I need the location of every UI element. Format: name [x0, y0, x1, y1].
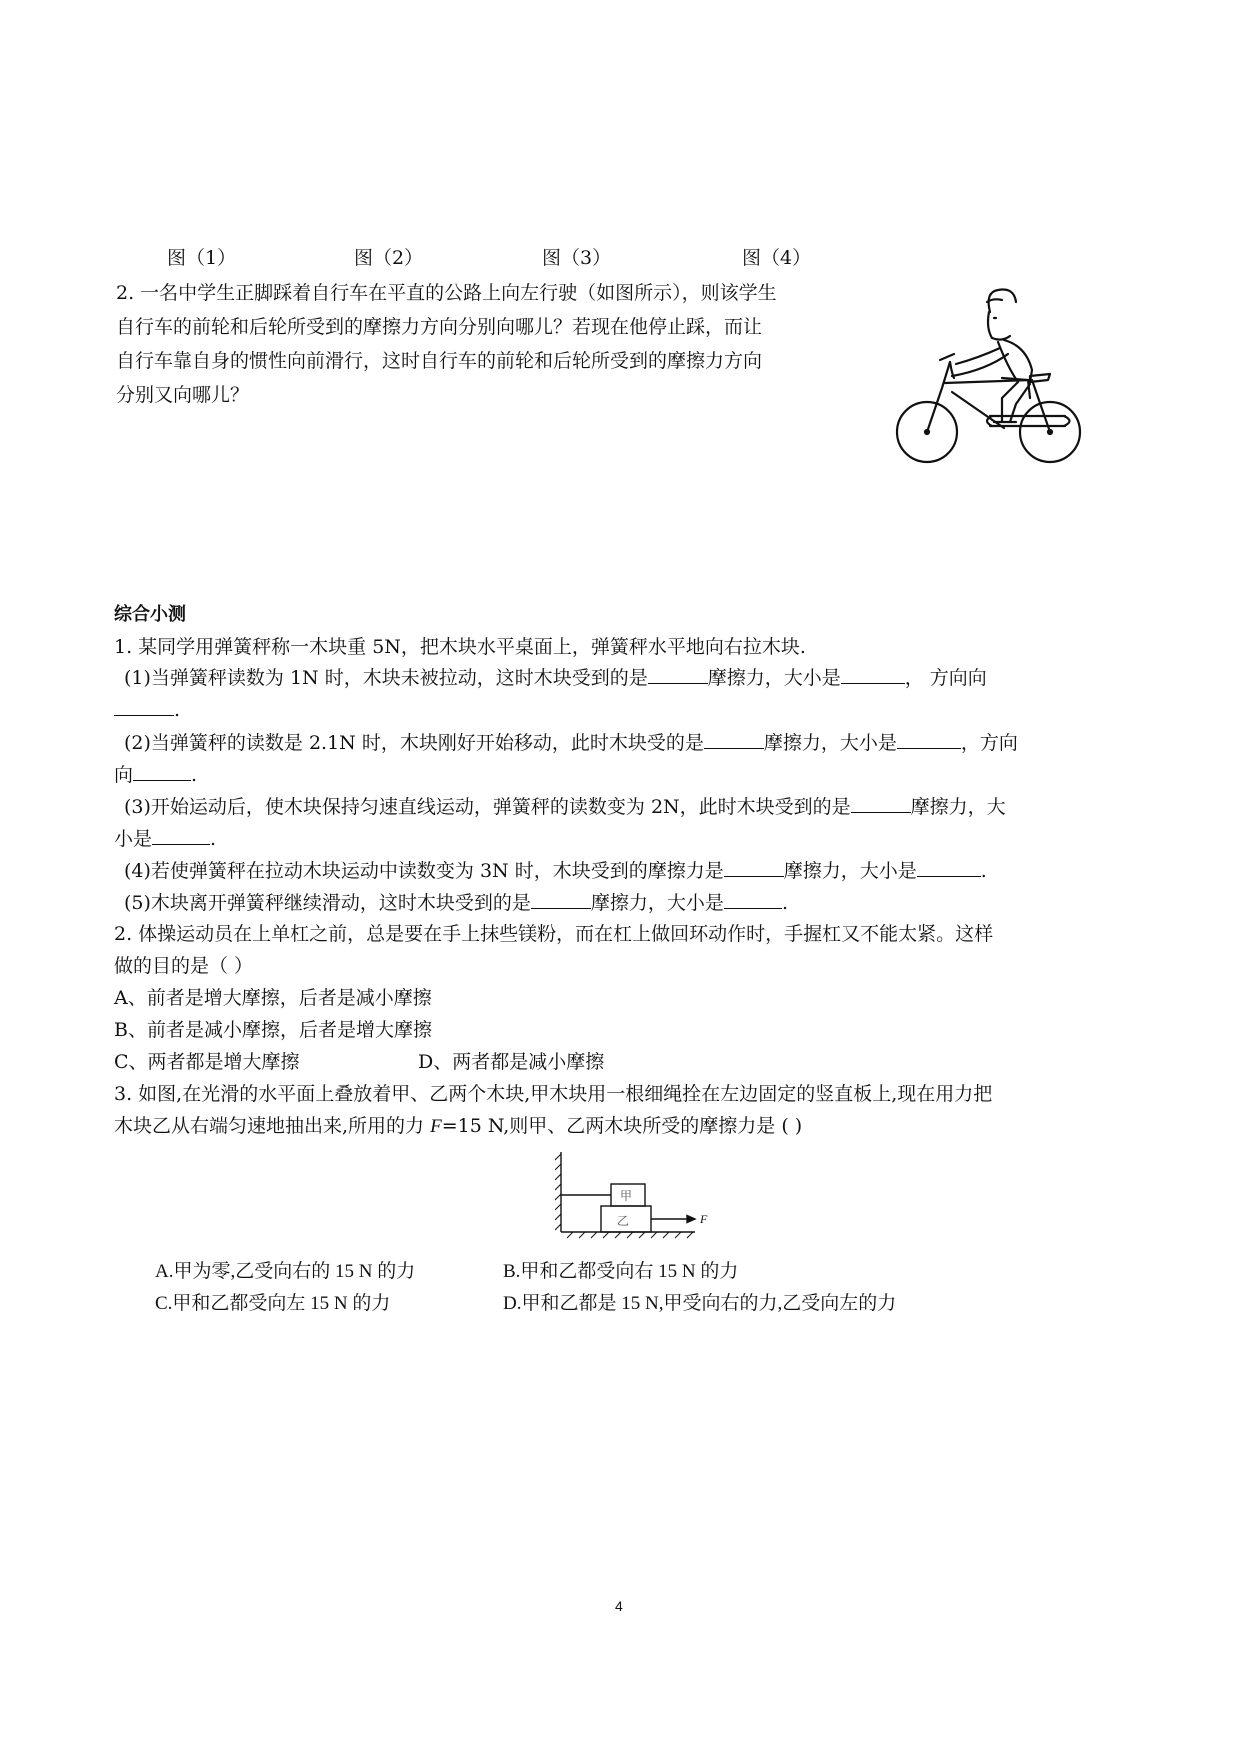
answer-blank[interactable]: [917, 859, 981, 877]
q1-part3-cont: 小是 .: [114, 828, 217, 850]
q1-part3: (3)开始运动后，使木块保持匀速直线运动，弹簧秤的读数变为 2N，此时木块受到的是 摩擦力，大: [124, 796, 1006, 818]
answer-blank[interactable]: [851, 795, 911, 813]
answer-blank[interactable]: [897, 731, 961, 749]
q3-line-2: 木块乙从右端匀速地抽出来,所用的力 F=15 N,则甲、乙两木块所受的摩擦力是 ( ): [114, 1115, 803, 1137]
answer-blank[interactable]: [724, 859, 784, 877]
q3-option-c[interactable]: C.甲和乙都受向左 15 N 的力: [155, 1293, 391, 1314]
force-label: F: [700, 1212, 708, 1226]
answer-blank[interactable]: [133, 763, 191, 781]
q1-part1-cont: .: [114, 698, 180, 721]
q2-option-d[interactable]: D、两者都是减小摩擦: [418, 1051, 605, 1073]
q3-option-b[interactable]: B.甲和乙都受向右 15 N 的力: [503, 1261, 739, 1282]
bike-question-line-2: 自行车的前轮和后轮所受到的摩擦力方向分别向哪儿？若现在他停止踩，而让: [116, 316, 763, 338]
q2-option-a[interactable]: A、前者是增大摩擦，后者是减小摩擦: [114, 987, 432, 1009]
blocks-diagram: [555, 1148, 730, 1242]
q3-option-d[interactable]: D.甲和乙都是 15 N,甲受向右的力,乙受向左的力: [503, 1293, 897, 1314]
section-title: 综合小测: [114, 604, 186, 625]
force-symbol: F: [430, 1116, 442, 1137]
block-jia-label: 甲: [620, 1189, 633, 1203]
bike-question-line-1: 2. 一名中学生正脚踩着自行车在平直的公路上向左行驶（如图所示），则该学生: [116, 282, 777, 304]
answer-blank[interactable]: [704, 731, 764, 749]
q1-part1: (1)当弹簧秤读数为 1N 时，木块未被拉动，这时木块受到的是 摩擦力，大小是 ， 方向向: [124, 667, 987, 689]
q1-part4: (4)若使弹簧秤在拉动木块运动中读数变为 3N 时，木块受到的摩擦力是 摩擦力，大小是 .: [124, 860, 987, 882]
page-number: 4: [615, 1598, 623, 1614]
q1-stem: 1. 某同学用弹簧秤称一木块重 5N，把木块水平桌面上，弹簧秤水平地向右拉木块.: [114, 636, 806, 658]
answer-blank[interactable]: [114, 698, 174, 716]
figure-caption-1: 图（1）: [167, 247, 237, 269]
q1-part5: (5)木块离开弹簧秤继续滑动，这时木块受到的是 摩擦力，大小是 .: [124, 892, 788, 914]
q2-line-1: 2. 体操运动员在上单杠之前，总是要在手上抹些镁粉，而在杠上做回环动作时，手握杠又不能太紧。这样: [114, 923, 994, 945]
figure-caption-2: 图（2）: [354, 247, 424, 269]
bike-question-line-3: 自行车靠自身的惯性向前滑行，这时自行车的前轮和后轮所受到的摩擦力方向: [116, 350, 763, 372]
answer-blank[interactable]: [152, 827, 210, 845]
block-yi-label: 乙: [617, 1214, 630, 1228]
figure-caption-4: 图（4）: [742, 247, 812, 269]
figure-caption-3: 图（3）: [542, 247, 612, 269]
q2-line-2: 做的目的是（ ）: [114, 955, 254, 977]
answer-blank[interactable]: [648, 666, 708, 684]
answer-blank[interactable]: [531, 891, 591, 909]
q1-part2-cont: 向 .: [114, 764, 198, 786]
q1-part2: (2)当弹簧秤的读数是 2.1N 时，木块刚好开始移动，此时木块受的是 摩擦力，大小是 ，方向: [124, 732, 1018, 754]
q2-option-b[interactable]: B、前者是减小摩擦，后者是增大摩擦: [114, 1019, 432, 1041]
answer-blank[interactable]: [841, 666, 905, 684]
q3-line-1: 3. 如图,在光滑的水平面上叠放着甲、乙两个木块,甲木块用一根细绳拴在左边固定的竖直板上,现在用力把: [114, 1083, 993, 1105]
answer-blank[interactable]: [724, 891, 782, 909]
q2-option-c[interactable]: C、两者都是增大摩擦: [114, 1051, 300, 1073]
cyclist-figure: [890, 288, 1100, 478]
q3-option-a[interactable]: A.甲为零,乙受向右的 15 N 的力: [155, 1261, 416, 1282]
figure-captions-row: [0, 247, 1241, 269]
bike-question-line-4: 分别又向哪儿？: [116, 384, 250, 406]
